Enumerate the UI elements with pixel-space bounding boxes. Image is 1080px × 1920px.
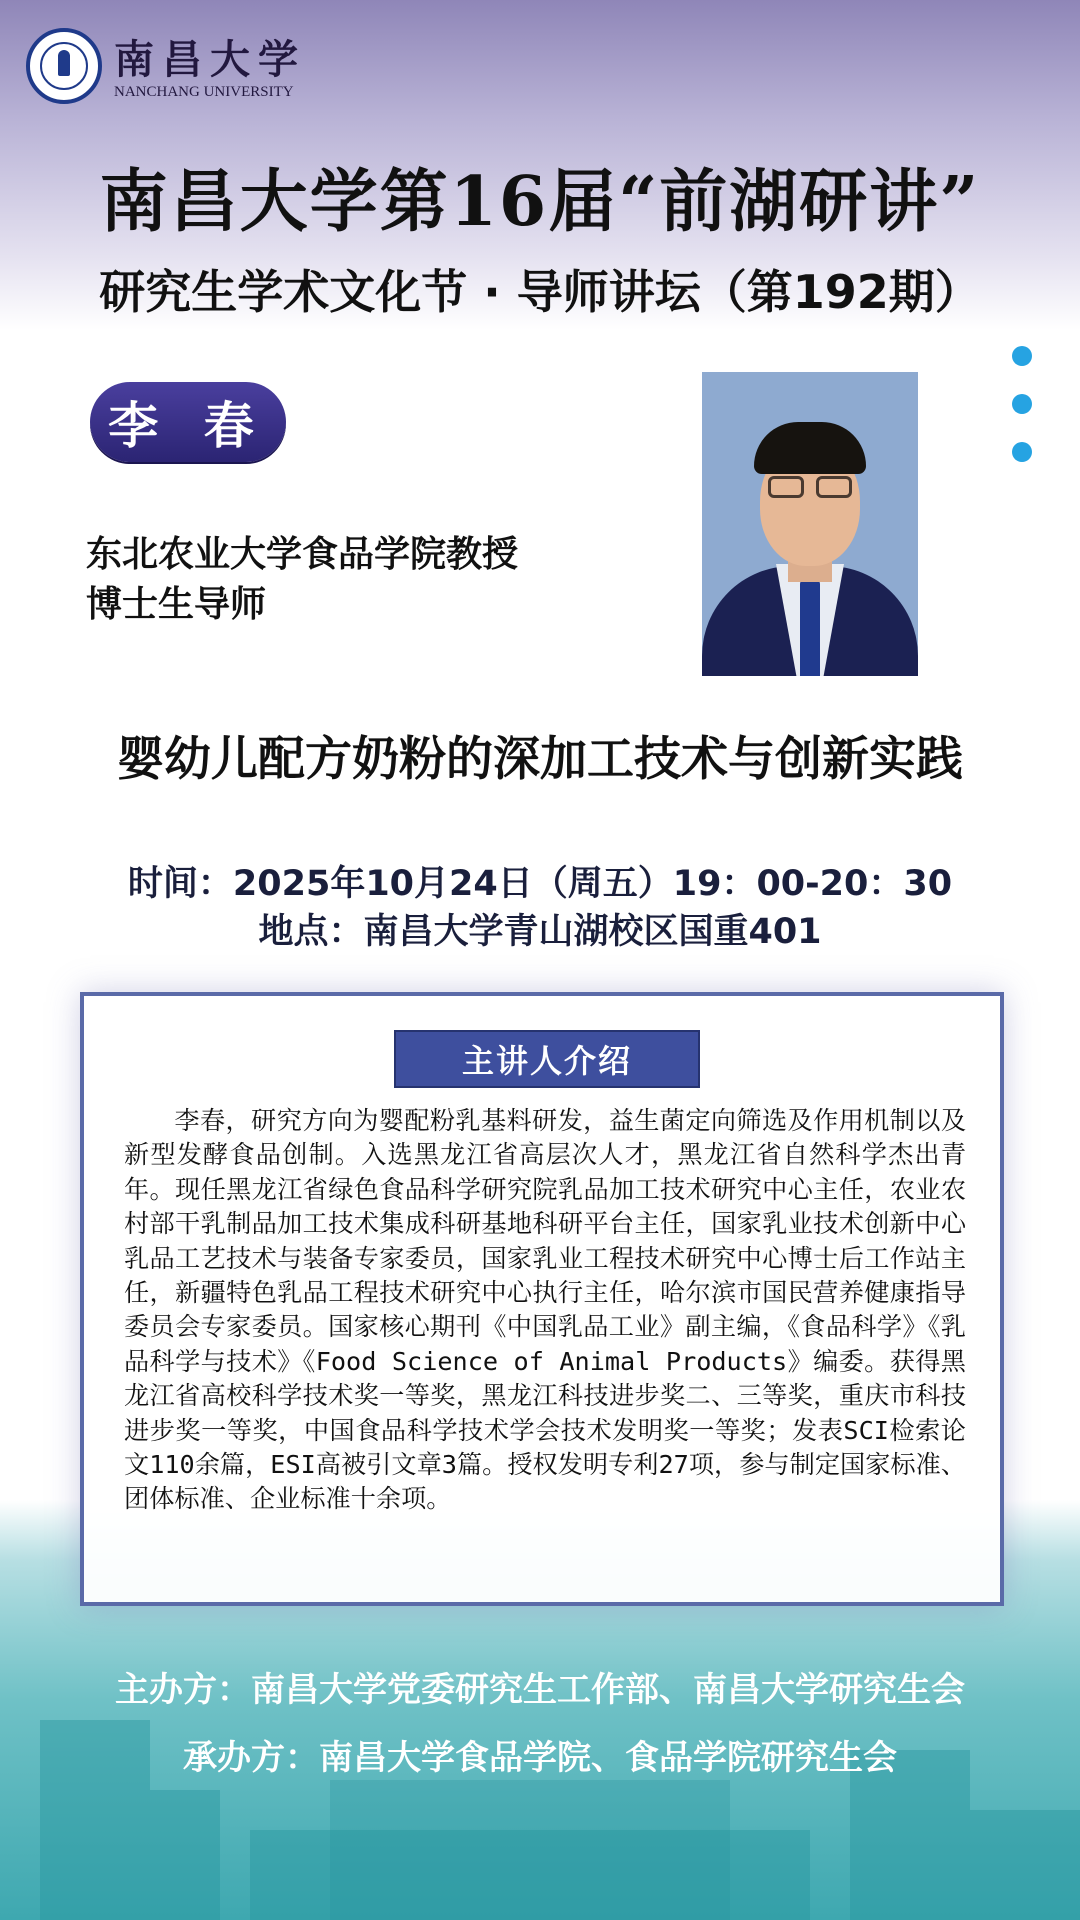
speaker-title: 博士生导师 bbox=[86, 584, 267, 625]
building-shape bbox=[150, 1790, 220, 1920]
speaker-name: 李 春 bbox=[108, 397, 268, 455]
main-title: 南昌大学第16届“前湖研讲” bbox=[99, 162, 981, 242]
decor-dot-icon bbox=[1012, 442, 1032, 462]
university-name-cn: 南昌大学 bbox=[114, 36, 306, 83]
logo-tree-icon bbox=[58, 50, 70, 76]
glasses-icon bbox=[768, 476, 804, 498]
building-shape bbox=[970, 1810, 1080, 1920]
decor-dot-icon bbox=[1012, 346, 1032, 366]
intro-heading: 主讲人介绍 bbox=[461, 1042, 632, 1080]
co-organizer: 承办方：南昌大学食品学院、食品学院研究生会 bbox=[183, 1738, 897, 1778]
building-shape bbox=[330, 1780, 730, 1920]
university-name-en: NANCHANG UNIVERSITY bbox=[114, 84, 294, 100]
university-logo bbox=[26, 28, 102, 104]
photo-hair bbox=[754, 422, 866, 474]
lecture-time: 时间：2025年10月24日（周五）19：00-20：30 bbox=[127, 864, 953, 904]
lecture-place: 地点：南昌大学青山湖校区国重401 bbox=[258, 912, 822, 952]
speaker-name-badge bbox=[90, 382, 286, 462]
speaker-affiliation: 东北农业大学食品学院教授 bbox=[86, 534, 519, 575]
organizer: 主办方：南昌大学党委研究生工作部、南昌大学研究生会 bbox=[115, 1670, 965, 1710]
lecture-topic: 婴幼儿配方奶粉的深加工技术与创新实践 bbox=[117, 732, 963, 787]
decor-dot-icon bbox=[1012, 394, 1032, 414]
speaker-photo bbox=[702, 372, 918, 676]
intro-heading-badge bbox=[394, 1030, 700, 1088]
sub-title: 研究生学术文化节 · 导师讲坛（第192期） bbox=[99, 265, 981, 319]
speaker-intro-panel bbox=[80, 992, 1004, 1606]
intro-body-text: 李春，研究方向为婴配粉乳基料研发，益生菌定向筛选及作用机制以及新型发酵食品创制。入选黑龙江省高层次人才，黑龙江省自然科学杰出青年。现任黑龙江省绿色食品科学研究院乳品加工技术研究中心主任，农业农村部干乳制品加工技术集成科研基地科研平台主任，国家乳业技术创新中心乳品工艺技术与装备专家委员，国家乳业工程技术研究中心博士后工作站主任，新疆特色乳品工程技术研究中心执行主任，哈尔滨市国民营养健康指导委员会专家委员。国家核心期刊《中国乳品工业》副主编，《食品科学》《乳品科学与技术》《Food Science of Animal Products》编委。获得黑龙江省高校科学技术奖一等奖，黑龙江科技进步奖二、三等奖，重庆市科技进步奖一等奖，中国食品科学技术学会技术发明奖一等奖；发表SCI检索论文110余篇，ESI高被引文章3篇。授权发明专利27项，参与制定国家标准、团体标准、企业标准十余项。 bbox=[124, 1106, 966, 1514]
photo-tie bbox=[800, 580, 820, 676]
glasses-icon bbox=[816, 476, 852, 498]
